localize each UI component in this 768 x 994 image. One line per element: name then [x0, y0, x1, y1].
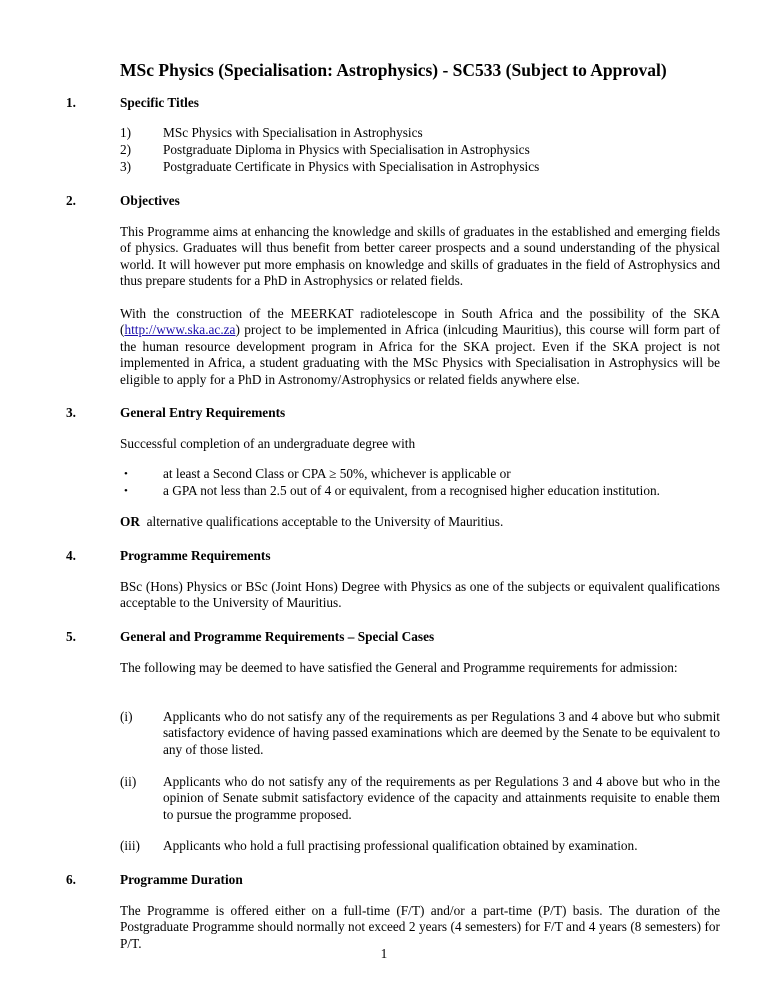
bullet-icon: • [124, 468, 128, 480]
objectives-paragraph: This Programme aims at enhancing the knowledge and skills of graduates in the established and emerging fields of physics. Graduates will thus benefit from better career prospects and a sound understanding of the physical world. It will however put more emphasis on knowledge and skills of graduates in the field of Astrophysics and thus prepare students for a PhD in Astrophysics or related fields. [120, 224, 720, 289]
case-text: Applicants who do not satisfy any of the requirements as per Regulations 3 and 4 above but who in the opinion of Senate submit satisfactory evidence of the capacity and attainments requisite to enable them to pursue the programme proposed. [163, 774, 720, 822]
section-6-number: 6. [66, 872, 76, 887]
ska-text-before: With the construction of the MEERKAT radiotelescope in South Africa and the possibility of the SKA ( [120, 306, 720, 338]
programme-duration-paragraph: The Programme is offered either on a full-time (F/T) and/or a part-time (P/T) basis. The duration of the Postgraduate Programme should normally not exceed 2 years (4 semesters) for F/T and 4 years (8 semesters) for P/T. [120, 903, 720, 951]
title-item-label: 1) [120, 125, 132, 140]
ska-text-after: ) project to be implemented in Africa (inlcuding Mauritius), this course will form part of the human resource development program in Africa for the SKA project. Even if the SKA project is not implemented in Africa, a student graduating with the MSc Physics with Specialisation in Astrophysics will be eligible to apply for a PhD in Astronomy/Astrophysics or related fields anywhere else. [120, 322, 720, 387]
title-item-text: Postgraduate Diploma in Physics with Specialisation in Astrophysics [163, 142, 530, 157]
objectives-paragraph-ska [120, 306, 720, 388]
section-4-number: 4. [66, 548, 76, 563]
case-text: Applicants who hold a full practising professional qualification obtained by examination. [163, 838, 638, 853]
section-1-number: 1. [66, 95, 76, 110]
bullet-icon: • [124, 485, 128, 497]
section-2-number: 2. [66, 193, 76, 208]
case-label: (i) [120, 709, 133, 724]
section-5-heading: General and Programme Requirements – Special Cases [120, 629, 435, 644]
entry-requirement: a GPA not less than 2.5 out of 4 or equivalent, from a recognised higher education institution. [163, 483, 660, 498]
section-3-number: 3. [66, 405, 76, 420]
document-title: MSc Physics (Specialisation: Astrophysics) - SC533 (Subject to Approval) [120, 60, 667, 80]
ska-website-link[interactable]: http://www.ska.ac.za [124, 322, 236, 338]
page-number: 1 [380, 946, 388, 961]
section-4-heading: Programme Requirements [120, 548, 271, 563]
case-text: Applicants who do not satisfy any of the requirements as per Regulations 3 and 4 above but who submit satisfactory evidence of having passed examinations which are deemed by the Senate to be equivalent to any of those listed. [163, 709, 720, 757]
section-5-number: 5. [66, 629, 76, 644]
alternative-qualifications [120, 514, 503, 530]
section-1-heading: Specific Titles [120, 95, 199, 110]
entry-intro: Successful completion of an undergraduate degree with [120, 436, 416, 451]
entry-requirement: at least a Second Class or CPA ≥ 50%, whichever is applicable or [163, 466, 511, 481]
title-item-text: Postgraduate Certificate in Physics with Specialisation in Astrophysics [163, 159, 540, 174]
or-text: alternative qualifications acceptable to the University of Mauritius. [146, 514, 504, 529]
case-label: (ii) [120, 774, 137, 789]
or-label: OR [120, 514, 140, 529]
case-label: (iii) [120, 838, 140, 853]
title-item-label: 2) [120, 142, 132, 157]
section-2-heading: Objectives [120, 193, 180, 208]
title-item-text: MSc Physics with Specialisation in Astrophysics [163, 125, 423, 140]
title-item-label: 3) [120, 159, 132, 174]
special-cases-intro: The following may be deemed to have satisfied the General and Programme requirements for admission: [120, 660, 678, 675]
section-3-heading: General Entry Requirements [120, 405, 286, 420]
section-6-heading: Programme Duration [120, 872, 243, 887]
programme-requirements-paragraph: BSc (Hons) Physics or BSc (Joint Hons) Degree with Physics as one of the subjects or equivalent qualifications acceptable to the University of Mauritius. [120, 579, 720, 611]
